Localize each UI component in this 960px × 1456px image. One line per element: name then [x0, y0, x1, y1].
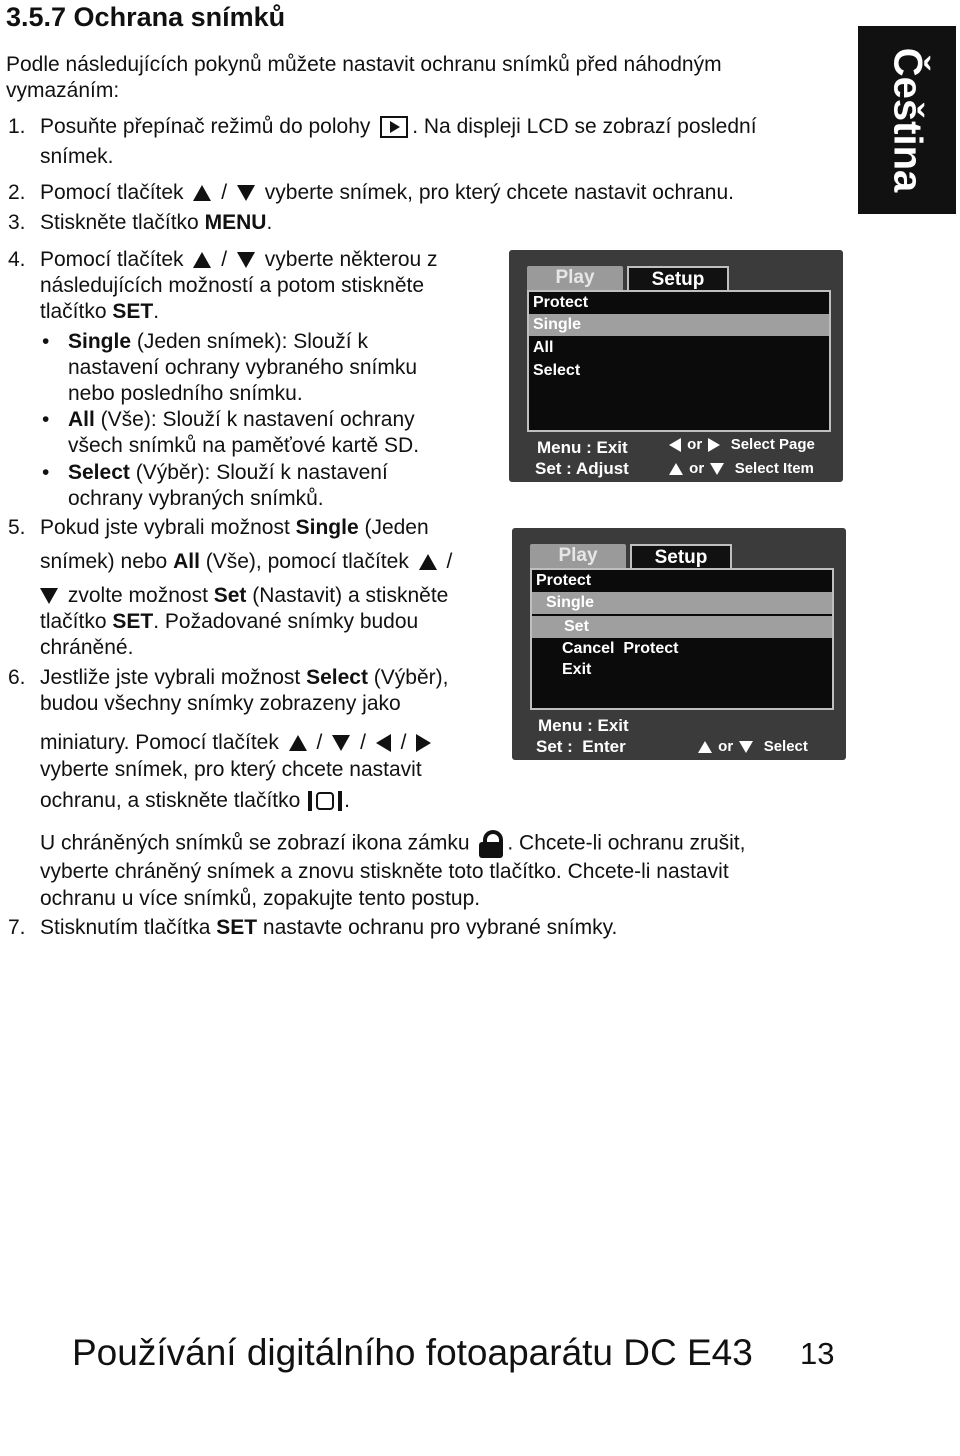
step-6-line-5: ochranu, a stiskněte tlačítko .: [40, 789, 350, 812]
down-arrow-icon: [710, 463, 724, 475]
lcd-menu-list: [530, 568, 834, 710]
intro-line-1: Podle následujících pokynů můžete nastavit ochranu snímků před náhodným: [6, 53, 722, 76]
step-5-line-5: chráněné.: [40, 636, 134, 659]
tab-play: Play: [527, 266, 623, 290]
lcd-menu-exit: Menu : Exit: [538, 716, 629, 735]
down-arrow-icon: [40, 588, 58, 604]
lcd-hint-select: or Select: [696, 738, 808, 755]
step-6-line-3: miniatury. Pomocí tlačítek / / /: [40, 730, 435, 756]
step-1-line-2: snímek.: [40, 145, 114, 168]
step-6-line-4: vyberte snímek, pro který chcete nastavit: [40, 758, 422, 781]
lcd-hint-item: or Select Item: [667, 460, 814, 477]
bullet-all-line-2: všech snímků na paměťové kartě SD.: [68, 434, 420, 457]
step-6-line-8: ochranu u více snímků, zopakujte tento postup.: [40, 887, 481, 910]
down-arrow-icon: [237, 252, 255, 268]
bullet-select-line-2: ochrany vybraných snímků.: [68, 487, 324, 510]
lcd-hint-page: or Select Page: [667, 436, 815, 453]
up-arrow-icon: [419, 554, 437, 570]
step-6-line-2: budou všechny snímky zobrazeny jako: [40, 692, 401, 715]
right-arrow-icon: [708, 438, 720, 452]
set-button-icon: [308, 791, 342, 811]
language-tab-label: Čeština: [885, 47, 930, 193]
lcd-protect-menu: [509, 250, 843, 482]
left-arrow-icon: [669, 438, 681, 452]
menu-row-protect: Protect: [533, 294, 589, 311]
up-arrow-icon: [193, 185, 211, 201]
step-4-line-2: následujících možností a potom stiskněte: [40, 274, 425, 297]
menu-row-all: All: [533, 339, 554, 356]
up-arrow-icon: [193, 252, 211, 268]
lcd-menu-list: [527, 290, 831, 432]
step-4-line-3: tlačítko SET.: [40, 300, 160, 323]
menu-row-cancel-protect: Cancel Protect: [562, 640, 679, 657]
left-arrow-icon: [376, 734, 391, 752]
step-6-line-6: U chráněných snímků se zobrazí ikona zámku . Chcete-li ochranu zrušit,: [40, 830, 745, 858]
menu-row-single: Single: [529, 314, 829, 336]
lock-icon: [477, 830, 505, 858]
menu-row-exit: Exit: [562, 661, 592, 678]
lcd-single-protect-menu: [512, 528, 846, 760]
menu-row-select: Select: [533, 362, 581, 379]
step-6-line-7: vyberte chráněný snímek a znovu stiskněte toto tlačítko. Chcete-li nastavit: [40, 860, 729, 883]
lcd-menu-exit: Menu : Exit: [537, 438, 628, 457]
lcd-set-enter: Set : Enter: [536, 737, 626, 756]
step-5-line-3: zvolte možnost Set (Nastavit) a stiskněte: [40, 583, 448, 609]
language-tab: [858, 26, 956, 214]
page-number: 13: [800, 1336, 835, 1371]
lcd-set-adjust: Set : Adjust: [535, 459, 629, 478]
step-5-line-4: tlačítko SET. Požadované snímky budou: [40, 610, 419, 633]
playback-mode-icon: [380, 116, 408, 138]
footer-title: Používání digitálního fotoaparátu DC E43: [72, 1332, 753, 1373]
tab-setup: Setup: [627, 266, 729, 292]
right-arrow-icon: [416, 734, 431, 752]
page-heading: 3.5.7 Ochrana snímků: [6, 2, 286, 32]
bullet-single-line-3: nebo posledního snímku.: [68, 382, 303, 405]
tab-setup: Setup: [630, 544, 732, 570]
down-arrow-icon: [739, 741, 753, 753]
intro-line-2: vymazáním:: [6, 79, 120, 102]
up-arrow-icon: [698, 741, 712, 753]
down-arrow-icon: [237, 185, 255, 201]
up-arrow-icon: [289, 735, 307, 751]
menu-row-protect: Protect: [536, 572, 592, 589]
tab-play: Play: [530, 544, 626, 568]
down-arrow-icon: [332, 735, 350, 751]
step-5-line-2: snímek) nebo All (Vše), pomocí tlačítek /: [40, 550, 453, 573]
menu-row-single: Single: [532, 592, 832, 614]
bullet-single-line-2: nastavení ochrany vybraného snímku: [68, 356, 418, 379]
menu-row-set: Set: [532, 616, 832, 638]
up-arrow-icon: [669, 463, 683, 475]
